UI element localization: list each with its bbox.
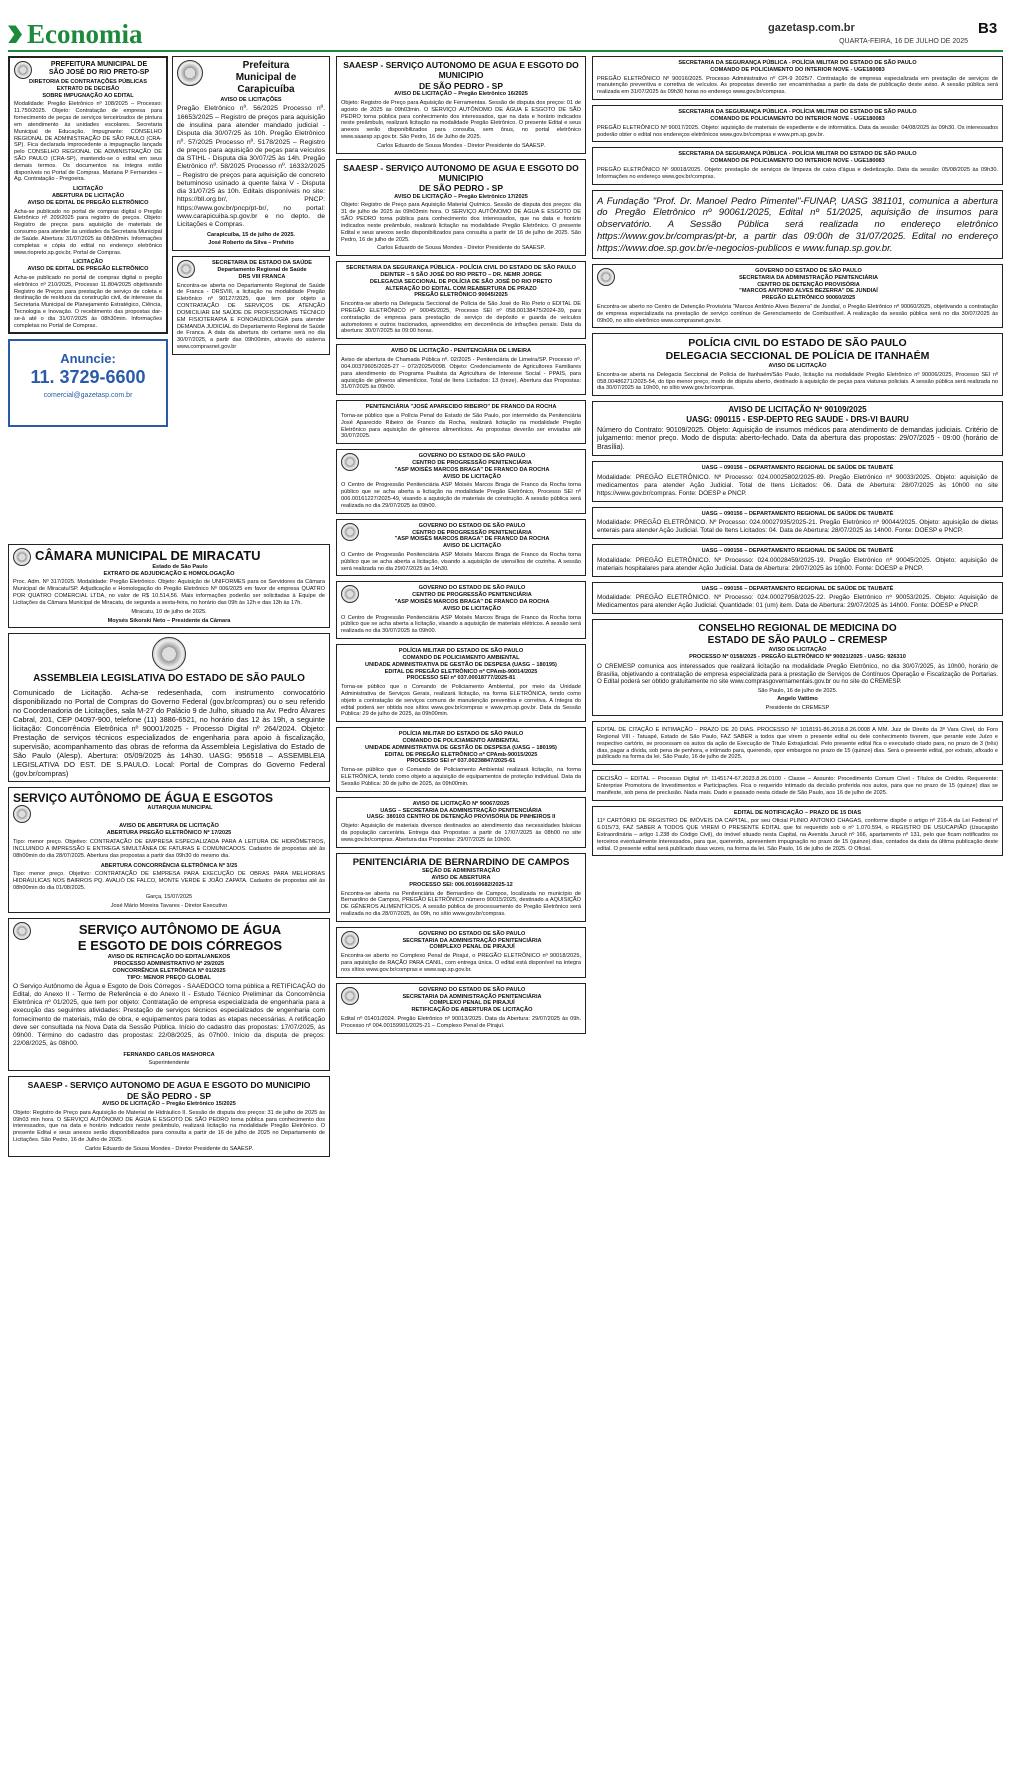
notice-body: O CREMESP comunica aos interessados que realizará licitação na modalidade Pregão Eletrônico, no dia 30/07/2025, às 10h00, horário de Brasília, objetivando a contratação de empresa especializada para a prestação de Serviços de Contínuos Operação e Fiscalização de Portarias. O Edital poderá ser obtido gratuitamente no site www.comprasgovernamentais.gov.br ou no site do CREMESP.: [597, 662, 998, 686]
notice-saaesp-16: [336, 56, 586, 154]
notice-title: Municipal de: [235, 72, 297, 84]
section-label: Economia: [27, 19, 143, 49]
notice-title: DE SÃO PEDRO - SP: [418, 183, 504, 194]
notice-body: Aviso de abertura de Chamada Pública nº. 02/2025 - Penitenciária de Limeira/SP. Processo nº. 004.00379605/2025-27 – 072/2025/0098. Objeto: Credenciamento de Agricultores Familiares para atendimento do Programa Paulista da Agricultura de Interesse Social - PPAIS, para aquisição de gêneros alimentícios. Total de Itens Licitados: 13 (treze). Abertura das Propostas: 31/07/2025 às 09h00.: [341, 357, 581, 391]
notice-title: SAAESP - SERVIÇO AUTONOMO DE AGUA E ESGOTO DO MUNICIPIO: [343, 60, 579, 81]
notice-subtitle: Departamento Regional de Saúde: [217, 267, 307, 274]
notice-subtitle: "MARCOS ANTONIO ALVES BEZERRA" DE JUNDIAÍ: [739, 288, 878, 295]
notice-heading: AVISO DE LICITAÇÃO: [443, 473, 501, 480]
notice-title: PENITENCIÁRIA DE BERNARDINO DE CAMPOS: [352, 856, 570, 868]
notice-pm-ambiental-2: [336, 727, 586, 792]
notice-signature: Carlos Eduardo de Sousa Mondes - Diretor Presidente do SAAESP.: [376, 245, 546, 252]
notice-subtitle: SÃO JOSÉ DO RIO PRETO-SP: [48, 69, 150, 77]
notice-heading: PROCESSO SEI nº 037.00018777/2025-81: [406, 675, 516, 682]
notice-signature: José Mário Moreira Tavares - Diretor Executivo: [110, 902, 228, 909]
notice-subtitle: COMPLEXO PENAL DE PIRAJUÍ: [429, 944, 515, 951]
notice-riopreto: [8, 56, 168, 334]
notice-title: GOVERNO DO ESTADO DE SÃO PAULO: [755, 267, 862, 274]
notice-itanhaem: [592, 333, 1003, 396]
notice-carapicuiba: [172, 56, 330, 251]
notice-drs-franca: [172, 256, 330, 355]
notice-title: SECRETARIA DA SEGURANÇA PÚBLICA - POLÍCIA MILITAR DO ESTADO DE SÃO PAULO: [678, 109, 917, 116]
notice-signature: Moysés Sikorski Neto – Presidente da Câmara: [107, 617, 231, 624]
advertise-phone[interactable]: 11. 3729-6600: [30, 367, 146, 388]
advertise-email[interactable]: comercial@gazetasp.com.br: [43, 392, 133, 400]
notice-body: O Centro de Progressão Penitenciária ASP Moisés Marcos Braga de Franco da Rocha torna público que se acha aberta a licitação, visando a aquisição de utensílios de cozinha. A sessão será realizada no dia 29/07/2025 às 14h30.: [341, 551, 581, 572]
notice-title: PENITENCIÁRIA "JOSÉ APARECIDO RIBEIRO" DE FRANCO DA ROCHA: [365, 404, 557, 411]
notice-title: CONSELHO REGIONAL DE MEDICINA DO: [698, 622, 897, 634]
advertise-label: Anuncie:: [60, 351, 116, 367]
notice-taubate-3: [592, 544, 1003, 576]
issue-date: QUARTA-FEIRA, 16 DE JULHO DE 2025: [839, 38, 968, 45]
notice-subtitle: CENTRO DE PROGRESSÃO PENITENCIÁRIA: [412, 460, 532, 467]
notice-taubate-1: [592, 461, 1003, 501]
notice-body: Encontra-se aberto no Centro de Detenção Provisória "Marcos Antônio Alves Bezerra" de Jundiaí, o Pregão Eletrônico nº 90060/2025, objetivando a contratação de empresa especializada na prestação de serviço contínuo de Gerenciamento de Combustível. A realização da sessão pública será no dia 30/07/2025 às 09h00, no sítio eletrônico www.comprasnet.gov.br.: [597, 304, 998, 324]
site-url[interactable]: gazetasp.com.br: [768, 22, 855, 34]
notice-title: GOVERNO DO ESTADO DE SÃO PAULO: [418, 522, 526, 529]
notice-subtitle: COMANDO DE POLICIAMENTO DO INTERIOR NOVE - UGE180083: [710, 115, 885, 122]
notice-body: DECISÃO – EDITAL – Processo Digital nº: 1145174-67.2023.8.26.0100 - Classe – Assunto: Procedimento Comum Cível - Títulos de Crédito. Requerente: Enterprise Promotora de Investimentos e Participações. Fica o requerido intimado da decisão proferida nos autos, para que no prazo de 15 (quinze) dias se manifeste, sob pena de preclusão. Nada mais. Dado e passado nesta cidade de São Paulo, aos 16 de julho de 2025.: [597, 776, 998, 796]
state-seal-icon: [341, 523, 359, 541]
state-seal-icon: [341, 585, 359, 603]
state-seal-icon: [341, 453, 359, 471]
notice-heading: AVISO DE ABERTURA DE LICITAÇÃO: [119, 823, 219, 830]
notice-title: PREFEITURA MUNICIPAL DE: [50, 61, 148, 68]
notice-pm-interior-3: [592, 147, 1003, 184]
notice-signature: Carlos Eduardo de Sousa Mondes - Diretor Presidente do SAAESP.: [84, 1145, 254, 1152]
notice-heading: ABERTURA DE LICITAÇÃO: [51, 193, 125, 199]
notice-subtitle: COMANDO DE POLICIAMENTO AMBIENTAL: [402, 654, 520, 661]
notice-date: São Paulo, 16 de julho de 2025.: [757, 687, 838, 694]
notice-title: GOVERNO DO ESTADO DE SÃO PAULO: [418, 453, 526, 460]
notice-title: SECRETARIA DE ESTADO DA SAÚDE: [211, 260, 313, 267]
notice-subtitle: DELEGACIA SECCIONAL DE POLÍCIA DE SÃO JOSÉ DO RIO PRETO: [369, 278, 553, 285]
notice-title: AVISO DE LICITAÇÃO Nº 90109/2025: [728, 405, 867, 415]
notice-title: CÂMARA MUNICIPAL DE MIRACATU: [35, 548, 261, 563]
notice-body: Modalidade: PREGÃO ELETRÔNICO. Nº Processo: 024.00027935/2025-21. Pregão Eletrônico nº 90044/2025. Objeto: aquisição de dietas enterais para atender Ação Judicial. Total de Itens Licitados: 04. Data de Abertura: 28/07/2025 às 14h00. Fonte: DOESP e PNCP.: [597, 519, 998, 535]
notice-subtitle: UASG: 380103 CENTRO DE DETENÇÃO PROVISÓRIA DE PINHEIROS II: [366, 814, 556, 821]
saaedoco-logo-icon: [13, 922, 31, 940]
notice-body: Acha-se publicado no portal de compras digital o pregão eletrônico nº 210/2025, Processo 11.804/2025 objetivando Registro de Preços para prestação de serviço de coleta e destinação de resíduos da construção civil, de interesse da Secretaria Municipal de Planejamento Estratégico, Ciência, Tecnologia e Inovação. O recebimento das propostas dar-se-á até o dia 31/07/2025 às 08h30min. Informações completas no Portal de Compras.: [14, 274, 162, 329]
notice-body: O Centro de Progressão Penitenciária ASP Moisés Marcos Braga de Franco da Rocha torna público que se acha aberta a licitação, visando a aquisição de materiais elétricos. A sessão será realizada no dia 30/07/2025 às 09h00.: [341, 614, 581, 635]
notice-title: GOVERNO DO ESTADO DE SÃO PAULO: [418, 986, 526, 993]
notice-heading: PROCESSO SEI: 006.00160682/2025-12: [409, 881, 513, 888]
notice-decisao: [592, 770, 1003, 800]
notice-subtitle: COMANDO DE POLICIAMENTO DO INTERIOR NOVE - UGE180083: [710, 158, 885, 165]
notice-body: EDITAL DE CITAÇÃO E INTIMAÇÃO - PRAZO DE 20 DIAS. PROCESSO Nº 1018191-86.2018.8.26.0008 A MM. Juiz de Direito da 3ª Vara Cível, do Foro Regional VIII - Tatuapé, Estado de São Paulo, FAZ SABER a todos que virem o presente edital ou dele conhecimento tiverem, que perante este Juízo e respectivo cartório, se processam os autos da ação de Execução de Título Extrajudicial. Pelo presente edital fica o executado citado para, no prazo de 3 (três) dias, pagar a dívida, sob pena de penhora, e intimado para, querendo, opor embargos no prazo de 15 (quinze) dias. Será o presente edital, por extrato, afixado e publicado na forma da lei. São Paulo, 16 de julho de 2025.: [597, 727, 998, 761]
notice-body: Encontra-se aberta no Departamento Regional de Saúde de Franca - DRSVIII, a licitação na modalidade Pregão Eletrônico nº 90127/2025, que tem por objeto a CONTRATAÇÃO DE SERVIÇOS DE ATENÇÃO DOMICILIAR EM SAÚDE DE PROFISSIONAIS TÉCNICO EM FISIOTERAPIA E FONOAUDIOLOGIA para atender DEMANDA JUDICIAL do Departamento Regional de Saúde de Franca. A data da abertura do certame será no dia 30/07/2025, a partir das 09h00min, através do sistema www.comprasnet.gov.br: [177, 282, 325, 350]
notice-heading: LICITAÇÃO: [72, 259, 104, 266]
notice-title: SAAESP - SERVIÇO AUTONOMO DE AGUA E ESGOTO DO MUNICIPIO: [27, 1080, 311, 1091]
notice-title: Carapicuíba: [237, 84, 295, 96]
notice-heading: PROCESSO ADMINISTRATIVO Nº 29/2025: [113, 960, 225, 967]
notice-subtitle: DRS VIII FRANCA: [238, 273, 286, 280]
column-2-narrow: [172, 56, 330, 1780]
notice-cpp-3: [336, 581, 586, 639]
notice-subtitle: UNIDADE ADMINISTRATIVA DE GESTÃO DE DESPESA (UASG – 180195): [365, 661, 557, 668]
notice-body: PREGÃO ELETRÔNICO Nº 90017/2025. Objeto: aquisição de materiais de expediente e de informática. Data da sessão: 04/08/2025 às 09h30. Os interessados poderão obter o edital nos endereços eletrônicos www.gov.br/compras e www.pm.sp.gov.br.: [597, 124, 998, 138]
notice-title: POLÍCIA CIVIL DO ESTADO DE SÃO PAULO: [688, 337, 907, 350]
notice-body: Torna-se público que o Comando de Policiamento Ambiental, por meio da Unidade Administrativa de Serviços Gerais, realizará licitação, na forma ELETRÔNICA, tendo como objeto a contratação de serviços comuns de manutenção preventiva e corretiva. A íntegra do edital poderá ser obtida nos sítios www.gov.br/compras e www.pm.sp.gov.br. Data da Sessão Pública: 29 de julho de 2025, às 09h00min.: [341, 684, 581, 718]
notice-signature-role: Superintendente: [148, 1060, 190, 1067]
notice-title: Prefeitura: [242, 60, 290, 71]
notice-cdp-jundiai: [592, 264, 1003, 329]
notice-heading: AVISO DE LICITAÇÃO: [768, 647, 827, 654]
notice-body: Acha-se publicado no portal de compras digital o Pregão Eletrônico nº 209/2025 para registro de preços. Objeto: Registro de preços para aquisição de materiais de consumo para atender às unidades da Secretaria Municipal de Saúde. Abertura: 31/07/2025 às 08h30min. Informações completas e cópia do edital no endereço eletrônico www.riopreto.sp.gov.br, Portal de Compras.: [14, 208, 162, 256]
notice-title: AVISO DE LICITAÇÃO - PENITENCIÁRIA DE LIMEIRA: [390, 348, 532, 355]
notice-funap: [592, 190, 1003, 259]
notice-heading: PROCESSO Nº 0158/2025 - PREGÃO ELETRÔNICO Nº 90021/2025 - UASG: 926310: [689, 654, 906, 661]
notice-bernardino: [336, 853, 586, 922]
notice-subtitle: SECRETARIA DA ADMINISTRAÇÃO PENITENCIÁRIA: [402, 937, 542, 944]
notice-body: Torna-se público que a Polícia Penal do Estado de São Paulo, por intermédio da Penitenciária José Aparecido Ribeiro de Franco da Rocha, realizará licitação na modalidade Pregão Eletrônico para aquisição de gêneros alimentícios. As propostas deverão ser enviadas até 30/07/2025.: [341, 412, 581, 440]
column-3: [336, 56, 586, 1780]
notice-heading: EDITAL DE PREGÃO ELETRÔNICO nº CPAmb-90015/2025: [384, 751, 538, 758]
notice-franco-rocha: [336, 400, 586, 444]
notice-subtitle: Estado de São Paulo: [152, 563, 208, 570]
notice-body: Encontra-se aberto no Complexo Penal de Pirajuí, o PREGÃO ELETRÔNICO nº 90018/2025, para aquisição de RAÇÃO PARA CANIL, com entrega única. O edital está disponível na íntegra nos sítios www.gov.br/compras e www.sap.sp.gov.br.: [341, 953, 581, 973]
notice-title: SECRETARIA DA SEGURANÇA PÚBLICA - POLÍCIA MILITAR DO ESTADO DE SÃO PAULO: [678, 151, 917, 158]
notice-body: Número do Contrato: 90109/2025. Objeto: Aquisição de insumos médicos para atendimento de demandas judiciais. Critério de julgamento: menor preço. Modo de disputa: aberto-fechado. Data da abertura das propostas: 29/07/2025 - 09:00 (horário de Brasília).: [597, 426, 998, 451]
notice-title: POLÍCIA MILITAR DO ESTADO DE SÃO PAULO: [398, 648, 524, 655]
page-header: [0, 0, 1011, 49]
notice-title: ASSEMBLEIA LEGISLATIVA DO ESTADO DE SÃO PAULO: [33, 673, 305, 685]
state-seal-icon: [177, 260, 195, 278]
notice-taubate-4: [592, 582, 1003, 614]
notice-title: SAAESP - SERVIÇO AUTONOMO DE AGUA E ESGOTO DO MUNICIPIO: [343, 162, 579, 183]
notice-subtitle: SECRETARIA DA ADMINISTRAÇÃO PENITENCIÁRIA: [738, 274, 879, 281]
chevron-icon: [8, 25, 22, 43]
coat-of-arms-icon: [14, 61, 32, 79]
notice-heading: EXTRATO DE ADJUDICAÇÃO E HOMOLOGAÇÃO: [103, 570, 235, 577]
notice-title: UASG – 090156 – DEPARTAMENTO REGIONAL DE SAÚDE DE TAUBATÉ: [701, 585, 894, 592]
notice-subtitle: UASG – SECRETARIA DA ADMINISTRAÇÃO PENITENCIÁRIA: [380, 807, 542, 814]
notice-heading: DIRETORIA DE CONTRATAÇÕES PÚBLICAS: [29, 79, 147, 85]
notice-heading: PREGÃO ELETRÔNICO 90045/2025: [414, 292, 508, 299]
notice-date: Garça, 15/07/2025: [145, 893, 193, 900]
state-seal-icon: [341, 987, 359, 1005]
notice-body: Edital nº 01401/2024. Pregão Eletrônico nº 90013/2025. Data da Abertura: 29/07/2025 às 09h. Processo nº 004.00159901/2025-21 – Complexo Penal de Pirajuí.: [341, 1015, 581, 1029]
notice-body: Objeto: Registro de Preço para Aquisição de Material de Hidráulico II. Sessão de disputa dos preços: 31 de julho de 2025 às 09h03 min hora. O SERVIÇO AUTÔNOMO DE ÁGUA E ESGOTO DE SÃO PEDRO torna pública para conhecimento dos interessados, que na data e horário indicados neste preâmbulo, realizará licitação na modalidade Pregão Eletrônico. O presente Edital e seus anexos serão disponibilizados para consulta a partir de 16 de julho de 2025 no Departamento de Licitações. São Pedro, 16 de Julho de 2025.: [13, 1109, 325, 1144]
notice-date: Carapicuíba, 15 de julho de 2025.: [207, 231, 295, 238]
notice-usucapiao: [592, 806, 1003, 857]
state-seal-icon: [341, 931, 359, 949]
notice-heading: EDITAL DE PREGÃO ELETRÔNICO nº CPAmb-90014/2025: [384, 668, 538, 675]
notice-signature: José Roberto da Silva – Prefeito: [208, 240, 294, 247]
notice-heading: SOBRE IMPUGNAÇÃO AO EDITAL: [42, 92, 134, 99]
notice-title: UASG – 090156 – DEPARTAMENTO REGIONAL DE SAÚDE DE TAUBATÉ: [701, 510, 894, 517]
notice-body: Pregão Eletrônico nº. 56/2025 Processo nº. 16653/2025 – Registro de preços para aquisição de insulina para atender mandado judicial - Disputa dia 30/07/25 às 10h. Pregão Eletrônico nº. 57/2025 Processo nº. 5178/2025 – Registro de preços para aquisição de peças para veículos da STIHL - Disputa dia 30/07/25 às 14h. Pregão Eletrônico nº. 58/2025 Processo nº. 16332/2025 – Registro de preços para aquisição de concreto betuminoso usinado a quente faixa V - Disputa dia 31/07/25 às 10h. Editais disponíveis no site: https://bll.org.br/, PNCP: https://www.gov.br/pncp/pt-br/, no portal: www.carapicuiba.sp.gov.br e no depto. de Licitações e Compras.: [177, 105, 325, 229]
notice-limeira: [336, 344, 586, 395]
notice-pm-interior-2: [592, 105, 1003, 142]
notice-subtitle: "ASP MOISÉS MARCOS BRAGA" DE FRANCO DA ROCHA: [394, 536, 550, 543]
notice-subtitle: "ASP MOISÉS MARCOS BRAGA" DE FRANCO DA ROCHA: [394, 599, 550, 606]
notice-heading: AVISO DE LICITAÇÃO: [443, 605, 501, 612]
notice-body: Encontra-se aberto na Delegacia Seccional de Polícia de São José do Rio Preto o EDITAL DE PREGÃO ELETRÔNICO nº 90045/2025, Processo SEI nº 058.00138475/2024-39, para contratação de empresa para prestação de serviço de depósito e guarda de veículos automotores e outros tracionados, apreendidos em decorrência de infrações penais. Data da abertura: 30/07/2025 às 09:00 horas.: [341, 301, 581, 335]
notice-body: Modalidade: PREGÃO ELETRÔNICO. Nº Processo: 024.00025802/2025-89. Pregão Eletrônico nº 90033/2025. Objeto: aquisição de medicamentos para atender Ação Judicial. Total de Itens Licitados: 06. Data de Abertura: 28/07/2025 às 10h00 no site https://www.gov.br/compras. Fonte: DOESP e PNCP.: [597, 474, 998, 497]
notice-body: PREGÃO ELETRÔNICO Nº 90018/2025. Objeto: prestação de serviços de limpeza de caixa d'água e dedetização. Data da sessão: 05/08/2025 às 09h30. Informações no endereço www.gov.br/compras.: [597, 166, 998, 180]
notice-heading: AVISO DE LICITAÇÃO – Pregão Eletrônico 17/2025: [394, 193, 528, 200]
notice-body: PREGÃO ELETRÔNICO Nº 90016/2025. Processo Administrativo nº CPI-9 2025/7. Contratação de empresa especializada em prestação de serviços de manutenção preventiva e corretiva de veículos. As propostas deverão ser encaminhadas a partir da data de publicação deste aviso. A sessão pública será realizada em 31/07/2025 às 09h30 horas no endereço www.gov.br/compras.: [597, 75, 998, 96]
notice-saaesp-17: [336, 159, 586, 257]
notice-subtitle: CENTRO DE PROGRESSÃO PENITENCIÁRIA: [412, 592, 532, 599]
notice-body: Comunicado de Licitação. Acha-se redesenhada, com instrumento convocatório disponibilizado no Portal de Compras do Governo Federal (gov.br/compras) ou o seu referido no Coordenadoria de Licitações, sala M-27 do Palácio 9 de Julho, situado na Av. Pedro Álvares Cabral, 201, CEP 04097-900, telefone (11) 3886-6521, no horário das 12 às 19h, a seguinte licitação: Concorrência Eletrônica nº 90001/2025 - Processo Digital nº 264/2024. Objeto: Prestação de serviços técnicos especializados de engenharia para apoio à fiscalização, supervisão, acompanhamento das obras de reforma da Assembleia Legislativa do Estado de São Paulo (Alesp). Abertura: 05/09/2025 às 14h30. UASG: 956518 – ASSEMBLEIA LEGISLATIVA DO EST. DE S.PAULO. Local: Portal de Compras do Governo Federal (gov.br/compras): [13, 687, 325, 778]
notice-heading: AVISO DE LICITAÇÃO: [768, 363, 827, 370]
notice-body: Objeto: Aquisição de materiais diversos destinados ao atendimento das necessidades básicas da população carcerária. Entrega das Propostas: a partir de 17/07/2025 às 08h00 no site www.gov.br/compras. Abertura das Propostas: 29/07/2025 às 10h00.: [341, 823, 581, 843]
header-rule: [8, 50, 1003, 52]
notice-heading: AVISO DE LICITAÇÃO: [443, 543, 501, 550]
notice-body: Encontra-se aberta na Penitenciária de Bernardino de Campos, localizada no município de Bernardino de Campos, PREGÃO ELETRÔNICO número 90015/2025, destinado a AQUISIÇÃO DE GÊNEROS ALIMENTÍCIOS. A sessão pública de processamento do Pregão Eletrônico será realizada no dia 28/07/2025, às 09h, no sítio www.gov.br/compras.: [341, 890, 581, 918]
notice-body: Objeto: Registro de Preço para Aquisição de Ferramentas. Sessão de disputa dos preços: 01 de agosto de 2025 às 09h03min. O SERVIÇO AUTÔNOMO DE ÁGUA E ESGOTO DE SÃO PEDRO torna pública para conhecimento dos interessados, que na data e horário indicados neste preâmbulo, realizará licitação na modalidade Pregão Eletrônico. O presente Edital e seus anexos serão disponibilizados para consulta, sem ônus, no portal eletrônico www.saaesp.sp.gov.br. São Pedro, 16 de Julho de 2025.: [341, 99, 581, 140]
notice-cremesp: [592, 619, 1003, 716]
notice-title: GOVERNO DO ESTADO DE SÃO PAULO: [418, 930, 526, 937]
notice-subtitle: SEÇÃO DE ADMINISTRAÇÃO: [421, 868, 501, 875]
notice-subtitle: DEINTER – 5 SÃO JOSÉ DO RIO PRETO – DR. NEMR JORGE: [380, 271, 542, 278]
notice-cpp-2: [336, 519, 586, 577]
notice-body: 11º CARTÓRIO DE REGISTRO DE IMÓVEIS DA CAPITAL, por seu Oficial PLINIO ANTONIO CHAGAS, conforme dispõe o artigo nº 216-A da Lei Federal nº 6.015/73, FAZ SABER A TODOS QUE VIREM O PRESENTE EDITAL que foi requerido sob o nº 1.070.594, o REGISTRO DE USUCAPIÃO (Usucapião Extraordinária – artigo 1.238 do Código Civil), do imóvel situado nesta Capital, na Avenida Jurucê nº 166, apartamento nº 131, pelo que ficam notificados os terceiros eventualmente interessados, para que, querendo, apresentem impugnação no prazo de 15 (quinze) dias, contados da data da última publicação deste edital. O presente edital será publicado duas vezes, na forma da lei. São Paulo, 16 de julho de 2025. O Oficial.: [597, 818, 998, 852]
notice-policia-civil-riopreto: [336, 261, 586, 339]
notice-heading: CONCORRÊNCIA ELETRÔNICA Nº 01/2025: [112, 967, 226, 974]
notice-taubate-2: [592, 507, 1003, 539]
notice-title: GOVERNO DO ESTADO DE SÃO PAULO: [418, 585, 526, 592]
notice-signature: Carlos Eduardo de Sousa Mondes - Diretor Presidente do SAAESP.: [376, 142, 546, 149]
notice-subtitle: CENTRO DE DETENÇÃO PROVISÓRIA: [757, 281, 860, 288]
notice-pirajui-1: [336, 927, 586, 978]
notice-heading: ALTERAÇÃO DO EDITAL COM REABERTURA DE PRAZO: [385, 285, 537, 292]
page-number: B3: [978, 20, 998, 37]
notice-heading: AVISO DE RETIFICAÇÃO DO EDITAL/ANEXOS: [107, 954, 231, 961]
notice-heading: AVISO DE LICITAÇÕES: [220, 96, 282, 103]
notice-title: SERVIÇO AUTÔNOMO DE ÁGUA E ESGOTOS: [13, 790, 274, 805]
notice-drs-bauru: [592, 401, 1003, 456]
notice-heading: LICITAÇÃO: [72, 186, 104, 193]
notice-body: Tipo: menor preço. Objetivo: CONTRATAÇÃO DE EMPRESA ESPECIALIZADA PARA A LEITURA DE HIDRÔMETROS, INCLUINDO A IMPRESSÃO E ENTREGA SIMULTÂNEA DE FATURAS E COMUNICADOS. Cadastro de propostas até às 08h00min do dia 28/07/2025. Abertura das propostas a partir das 09h30 do mesmo dia.: [13, 839, 325, 859]
notice-title: ESTADO DE SÃO PAULO – CREMESP: [707, 635, 888, 647]
notice-title: DE SÃO PEDRO - SP: [418, 80, 504, 91]
notice-heading: AVISO DE ABERTURA: [431, 874, 491, 881]
notice-subtitle: AUTARQUIA MUNICIPAL: [147, 805, 213, 812]
notice-title: DELEGACIA SECCIONAL DE POLÍCIA DE ITANHAÉM: [665, 350, 930, 363]
notice-body: O Serviço Autônomo de Água e Esgoto de Dois Córregos - SAAEDOCO torna pública a RETIFICAÇÃO do Edital, do Anexo II - Termo de Referência e do Anexo II - Estudo Técnico Preliminar da Concorrência Eletrônica nº 01/2025, que tem por objeto: Contratação de empresa especializada de engenharia para a execução das seguintes atividades: Prestação de serviços técnicos especializados de engenharia com fornecimento de materiais, mão de obra, e equipamentos para todas as etapas necessárias. A retificação deve ser consultada na Nova Data da Sessão Pública. Início do cadastro das propostas: 17/07/2025, às 09h00. Término do cadastro das propostas: 22/08/2025, às 07h00. Início da disputa de preços: 22/08/2025, às 08h00.: [13, 983, 325, 1047]
notice-heading: PROCESSO SEI nº 037.00238847/2025-61: [406, 758, 516, 765]
notice-heading: ABERTURA PREGÃO ELETRÔNICO Nº 17/2025: [106, 830, 232, 837]
notice-heading: AVISO DE LICITAÇÃO – Pregão Eletrônico 15/2025: [102, 1100, 236, 1107]
notice-body: Tipo: menor preço. Objetivo: CONTRATAÇÃO DE EMPRESA PARA EXECUÇÃO DE OBRAS PARA MELHORIAS HIDRÁULICAS NOS BAIRROS PQ. AVALIÓ DE FALCO, MONTE VERDE E JOÃO ZAPATA. Cadastro de propostas até às 08h00min do dia 01/08/2025.: [13, 871, 325, 891]
notice-title: E ESGOTO DE DOIS CÓRREGOS: [77, 938, 283, 954]
saae-logo-icon: [13, 805, 31, 823]
notice-subtitle: UNIDADE ADMINISTRATIVA DE GESTÃO DE DESPESA (UASG – 180195): [365, 744, 557, 751]
notice-body: Objeto: Registro de Preço para Aquisição Material Químico. Sessão de disputa dos preços: dia 31 de julho de 2025 às 09h03min hora. O SERVIÇO AUTÔNOMO DE ÁGUA E ESGOTO DE SÃO PEDRO torna pública para conhecimento dos interessados, que na data e horário indicados neste preâmbulo, realizará licitação na modalidade Pregão Eletrônico. O presente Edital e seus anexos serão disponibilizados para consulta a partir de 16 de julho de 2025. São Pedro, 16 de julho de 2025.: [341, 202, 581, 243]
notice-heading: RETIFICAÇÃO DE ABERTURA DE LICITAÇÃO: [411, 1007, 533, 1014]
notice-heading: AVISO DE EDITAL DE PREGÃO ELETRÔNICO: [27, 199, 149, 206]
notice-title: POLÍCIA MILITAR DO ESTADO DE SÃO PAULO: [398, 731, 524, 738]
coat-of-arms-icon: [13, 548, 31, 566]
notice-body: Encontra-se aberta na Delegacia Seccional de Polícia de Itanhaém/São Paulo, licitação na modalidade Pregão Eletrônico nº 90006/2025, Processo SEI nº 058.00486271/2025-54, do tipo menor preço, modo de disputa aberto, destinado à aquisição de peças para viaturas policiais. A sessão pública será realizada no dia 30/07/2025 às 10h00, no sítio www.gov.br/compras.: [597, 371, 998, 392]
section-title: [8, 18, 143, 51]
notice-heading: AVISO DE EDITAL DE PREGÃO ELETRÔNICO: [27, 266, 149, 273]
notice-cdp-pinheiros: [336, 797, 586, 848]
notice-title: SERVIÇO AUTÔNOMO DE ÁGUA: [78, 922, 282, 938]
notice-heading: EXTRATO DE DECISÃO: [56, 85, 120, 92]
notice-body: A Fundação "Prof. Dr. Manoel Pedro Pimentel"-FUNAP, UASG 381101, comunica a abertura do Pregão Eletrônico nº 90061/2025, Edital nº 51/2025, aquisição de insumos para observatório. A Sessão Pública será realizada no endereço eletrônico https://www.gov.br/compras/pt-br, a partir das 09:00h de 31/07/2025. Edital no endereço https://www.doe.sp.gov.br/e-negocios-publicos e www.funap.sp.gov.br.: [597, 195, 998, 255]
carapicuiba-seal-icon: [177, 60, 203, 86]
state-seal-icon: [597, 268, 615, 286]
notice-body: Modalidade: PREGÃO ELETRÔNICO. Nº Processo: 024.00028459/2025-19. Pregão Eletrônico nº 90045/2025. Objeto: aquisição de materiais hospitalares para atender Ação Judicial. Data de Abertura: 29/07/2025 às 10h00. Fonte: DOESP e PNCP.: [597, 556, 998, 572]
notice-title: UASG – 090156 – DEPARTAMENTO REGIONAL DE SAÚDE DE TAUBATÉ: [701, 465, 894, 472]
notice-subtitle: SECRETARIA DA ADMINISTRAÇÃO PENITENCIÁRIA: [402, 993, 542, 1000]
notice-signature: Angelo Vattimo: [777, 696, 818, 703]
notice-body: Modalidade: Pregão Eletrônico nº 108/2025 – Processo: 11.750/2025. Objeto: Contratação de empresa para fornecimento de peças de serviços terceirizados de pintura em atendimento às unidades escolares. Secretaria Municipal de Educação. Impugnante: CONSELHO REGIONAL DE ADMINISTRAÇÃO DE SÃO PAULO (CRA-SP). Fica declarada improcedente a impugnação lançada pelo CONSELHO REGIONAL DE ADMINISTRAÇÃO DE SÃO PAULO (CRA-SP), mantendo-se o edital em seus demais termos. Os documentos na íntegra estão disponíveis no Portal de Compras. Mariana P Fernandes – Ag. Contratação - Pregoeira.: [14, 101, 162, 183]
notice-subtitle: UASG: 090115 - ESP-DEPTO REG SAUDE - DRS-VI BAURU: [686, 415, 909, 425]
notice-pirajui-2: [336, 983, 586, 1034]
notice-citacao: [592, 721, 1003, 765]
advertise-box[interactable]: [8, 339, 168, 427]
notice-signature-role: Presidente do CREMESP: [765, 705, 830, 712]
notice-title: AVISO DE LICITAÇÃO Nº 90067/2025: [412, 800, 510, 807]
notice-heading: ABERTURA CONCORRÊNCIA ELETRÔNICA Nº 3/25: [100, 862, 238, 869]
notice-heading: PREGÃO ELETRÔNICO 90060/2025: [761, 295, 856, 302]
notice-title: UASG – 090156 – DEPARTAMENTO REGIONAL DE SAÚDE DE TAUBATÉ: [701, 548, 894, 555]
notice-body: Torna-se público que o Comando de Policiamento Ambiental realizará licitação, na forma ELETRÔNICA, tendo como objeto a aquisição de equipamentos de proteção individual. Data da Sessão Pública: 30 de julho de 2025, às 09h00min.: [341, 767, 581, 787]
notice-title: EDITAL DE NOTIFICAÇÃO – PRAZO DE 15 DIAS: [733, 809, 862, 816]
notice-signature: FERNANDO CARLOS MASHORCA: [123, 1051, 215, 1058]
notice-body: Modalidade: PREGÃO ELETRÔNICO. Nº Processo: 024.00027958/2025-22. Pregão Eletrônico nº 90053/2025. Objeto: Aquisição de Medicamentos para atender Ação Judicial. Quantidade: 01 (um) item. Data de Abertura: 29/07/2025 às 14h00. Fonte: DOESP e PNCP.: [597, 594, 998, 610]
notice-subtitle: "ASP MOISÉS MARCOS BRAGA" DE FRANCO DA ROCHA: [394, 466, 550, 473]
notice-heading: AVISO DE LICITAÇÃO – Pregão Eletrônico 16/2025: [394, 91, 528, 98]
notice-body: Proc. Adm. Nº 317/2025. Modalidade: Pregão Eletrônico. Objeto: Aquisição de UNIFORMES para os Servidores da Câmara Municipal de Miracatu/SP. Adjudicação e Homologação do Pregão Eletrônico Nº 006/2025 em favor de empresa QUATRO POR QUATRO COMERCIAL LTDA, no valor de R$ 10.514,56. Mais informações poderão ser solicitadas à Equipe de Licitações da Câmara Municipal de Miracatu, de segunda a sexta-feira, no horário das 09h às 12h e das 13h às 17h.: [13, 579, 325, 606]
notice-title: DE SÃO PEDRO - SP: [126, 1090, 212, 1101]
notice-title: SECRETARIA DA SEGURANÇA PÚBLICA - POLÍCIA MILITAR DO ESTADO DE SÃO PAULO: [678, 60, 917, 66]
notice-heading: TIPO: MENOR PREÇO GLOBAL: [127, 974, 211, 981]
notice-cpp-1: [336, 449, 586, 514]
column-4: [592, 56, 1003, 1780]
notice-pm-ambiental-1: [336, 644, 586, 722]
notice-date: Miracatu, 10 de julho de 2025.: [131, 608, 207, 615]
notice-subtitle: COMPLEXO PENAL DE PIRAJUÍ: [429, 1000, 515, 1007]
notice-pm-interior-1: [592, 56, 1003, 100]
notice-body: O Centro de Progressão Penitenciária ASP Moisés Marcos Braga de Franco da Rocha torna público que se acha aberta a licitação na modalidade Pregão Eletrônico, Processo SEI nº 006.00161227/2025-49, visando a aquisição de materiais de construção. A sessão pública será realizada no dia 29/07/2025 às 09h00.: [341, 482, 581, 509]
notice-title: SECRETARIA DA SEGURANÇA PÚBLICA - POLÍCIA CIVIL DO ESTADO DE SÃO PAULO: [345, 265, 577, 272]
notice-subtitle: CENTRO DE PROGRESSÃO PENITENCIÁRIA: [412, 529, 532, 536]
notice-subtitle: COMANDO DE POLICIAMENTO DO INTERIOR NOVE - UGE180083: [710, 66, 885, 73]
notice-subtitle: COMANDO DE POLICIAMENTO AMBIENTAL: [402, 738, 520, 745]
